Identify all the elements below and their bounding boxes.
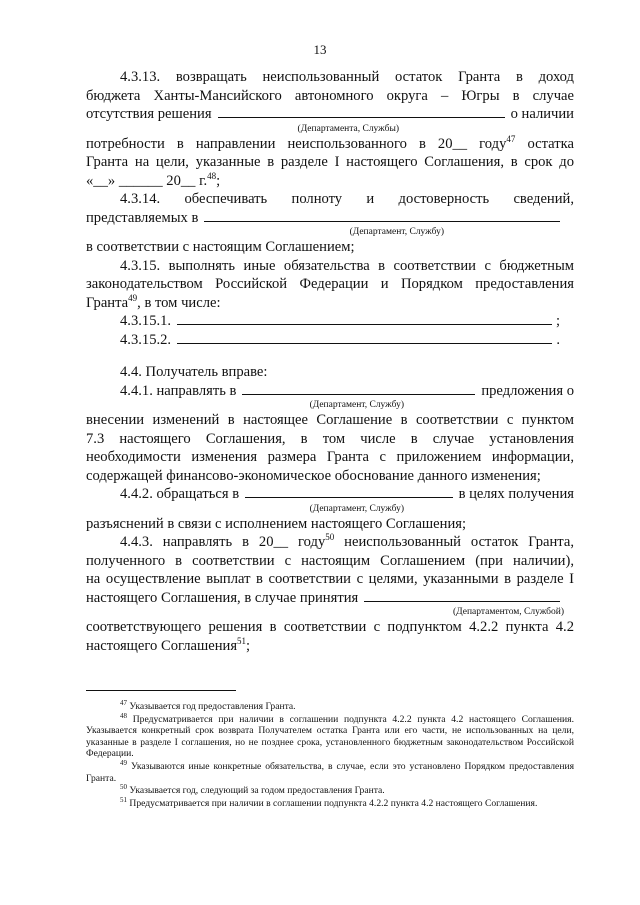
footnote-separator — [86, 690, 236, 691]
clause-4-3-13-line3: отсутствия решения о наличии — [86, 106, 574, 122]
clause-4-4-3-line6: настоящего Соглашения$^{51}$; — [86, 635, 251, 654]
footnote-51: $^{51}$ Предусматривается при наличии в соглашении подпункта 4.2.2 пункта 4.2 настоящего Соглашения. — [120, 795, 538, 809]
footnote-ref-50: 50 — [325, 532, 335, 542]
clause-4-4-3-line5: соответствующего решения в соответствии с подпунктом 4.2.2 пункта 4.2 — [86, 619, 574, 635]
document-body — [86, 68, 574, 655]
blank-obligation-1[interactable] — [177, 312, 552, 325]
clause-4-3-13-line1: 4.3.13. возвращать неиспользованный остаток Гранта в доход — [120, 69, 574, 85]
caption-department-service: (Департамент, Службу) — [309, 503, 404, 514]
footnote-47: $^{47}$ Указывается год предоставления Гранта. — [120, 699, 296, 712]
page-number: 13 — [313, 42, 327, 57]
clause-4-4-1-line4: необходимости изменения размера Гранта с приложением информации, — [86, 449, 574, 465]
blank-department-decision[interactable] — [364, 589, 560, 602]
clause-4-3-15-line1: 4.3.15. выполнять иные обязательства в соответствии с бюджетным — [120, 257, 574, 274]
clause-4-4-3-line2: полученного в соответствии с настоящим Соглашением (при наличии), — [86, 552, 574, 569]
footnote-ref-49: 49 — [128, 292, 138, 303]
clause-4-4-1-line3: 7.3 настоящего Соглашения, в том числе в случае установления — [86, 430, 574, 447]
caption-department-service: (Департаментом, Службой) — [452, 607, 564, 617]
footnote-50: $^{50}$ Указывается год, следующий за годом предоставления Гранта. — [120, 783, 385, 797]
footnote-48: $^{48}$ Предусматривается при наличии в соглашении подпункта 4.2.2 пункта 4.2 настоящего Соглашения. Указывается конкретный срок возврата Получателем остатка Гранта или его части, не использованных на цели, указанные в разделе I соглашения, но не позднее срока, установленного бюджетным законодательством Российской Федерации. — [86, 711, 574, 760]
blank-department-data[interactable] — [204, 209, 560, 222]
blank-department-proposals[interactable] — [242, 382, 475, 395]
clause-4-4-2-line2: разъяснений в связи с исполнением настоящего Соглашения; — [86, 515, 467, 532]
clause-4-3-13-line5: Гранта на цели, указанные в разделе I настоящего Соглашения, в срок до — [86, 154, 574, 170]
footnote-ref-48: 48 — [207, 170, 217, 181]
clause-4-3-13-line2: бюджета Ханты-Мансийского автономного округа – Югры в случае — [86, 87, 574, 104]
clause-4-3-14-line3: в соответствии с настоящим Соглашением; — [86, 239, 355, 255]
clause-4-3-15-2: 4.3.15.2. . — [120, 331, 560, 348]
caption-department-service: (Департамент, Службу) — [349, 227, 444, 237]
clause-4-3-15-line2: законодательством Российской Федерации и Порядком предоставления — [86, 276, 574, 292]
blank-department-clarification[interactable] — [245, 485, 452, 498]
footnote-ref-47: 47 — [506, 133, 516, 144]
clause-4-4-1-line2: внесении изменений в настоящее Соглашение в соответствии с пунктом — [86, 412, 574, 428]
clause-4-4-3-line3: на осуществление выплат в соответствии с целями, указанными в разделе I — [86, 571, 574, 587]
clause-4-3-14-line1: 4.3.14. обеспечивать полноту и достоверность сведений, — [120, 191, 574, 207]
clause-4-3-14-line2: представляемых в — [86, 209, 574, 228]
clause-4-3-13-line4: потребности в направлении неиспользованного в 20__ году$^{47}$ остатка — [86, 133, 574, 152]
clause-4-4-heading: 4.4. Получатель вправе: — [120, 364, 268, 380]
caption-department-service: (Департамент, Службу) — [309, 400, 404, 410]
footnotes — [86, 701, 574, 810]
clause-4-3-13-line6: «__» ______ 20__ г.$^{48}$; — [86, 170, 221, 189]
clause-4-3-15-line3: Гранта$^{49}$, в том числе: — [86, 292, 221, 311]
blank-department-decision[interactable] — [218, 105, 505, 118]
clause-4-4-2-line1: 4.4.2. обращаться в в целях получения — [120, 486, 574, 502]
blank-obligation-2[interactable] — [177, 331, 552, 344]
footnote-49: $^{49}$ Указываются иные конкретные обязательства, в случае, если это установлено Порядком предоставления Гранта. — [86, 758, 574, 784]
clause-4-4-1-line5: содержащей финансово-экономическое обоснование данного изменения; — [86, 467, 541, 484]
clause-4-4-1-line1: 4.4.1. направлять в предложения о — [120, 382, 574, 399]
clause-4-4-3-line4: настоящего Соглашения, в случае принятия — [86, 589, 574, 608]
footnote-ref-51: 51 — [237, 635, 247, 646]
clause-4-3-15-1: 4.3.15.1. ; — [120, 313, 560, 329]
clause-4-4-3-line1: 4.4.3. направлять в 20__ году$^{50}$ неиспользованный остаток Гранта, — [120, 532, 574, 550]
caption-department-service: (Департамента, Службы) — [297, 123, 399, 134]
